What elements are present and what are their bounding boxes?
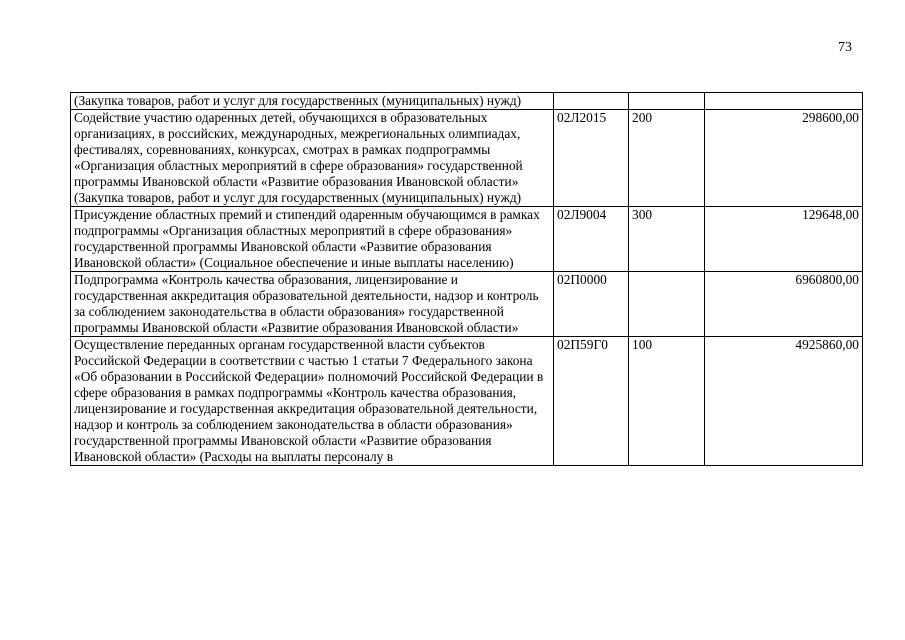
row-description: Осуществление переданных органам государственной власти субъектов Российской Федерации в соответствии с частью 1 статьи 7 Федерального закона «Об образовании в Российской Федерации» полномочий Российской Федерации в сфере образования в рамках подпрограммы «Контроль качества образования, лицензирование и государственная аккредитация образовательной деятельности, надзор и контроль за соблюдением законодательства в области образования» государственной программы Ивановской области «Развитие образования Ивановской области» (Расходы на выплаты персоналу в xyxy=(71,337,554,466)
row-target-code: 02П0000 xyxy=(554,272,629,337)
row-description: Подпрограмма «Контроль качества образования, лицензирование и государственная аккредитация образовательной деятельности, надзор и контроль за соблюдением законодательства в области образования» государственной программы Ивановской области «Развитие образования Ивановской области» xyxy=(71,272,554,337)
row-target-code: 02П59Г0 xyxy=(554,337,629,466)
row-amount: 6960800,00 xyxy=(705,272,863,337)
row-amount xyxy=(705,93,863,110)
row-target-code: 02Л2015 xyxy=(554,110,629,207)
table-row xyxy=(71,207,863,272)
row-description: (Закупка товаров, работ и услуг для государственных (муниципальных) нужд) xyxy=(71,93,554,110)
row-amount: 298600,00 xyxy=(705,110,863,207)
row-amount: 4925860,00 xyxy=(705,337,863,466)
table-row xyxy=(71,272,863,337)
table-row xyxy=(71,93,863,110)
row-expense-type xyxy=(629,93,705,110)
row-expense-type: 100 xyxy=(629,337,705,466)
row-expense-type: 300 xyxy=(629,207,705,272)
row-target-code xyxy=(554,93,629,110)
row-amount: 129648,00 xyxy=(705,207,863,272)
page-number: 73 xyxy=(838,40,852,55)
row-description: Присуждение областных премий и стипендий одаренным обучающимся в рамках подпрограммы «Организация областных мероприятий в сфере образования» государственной программы Ивановской области «Развитие образования Ивановской области» (Социальное обеспечение и иные выплаты населению) xyxy=(71,207,554,272)
table-row xyxy=(71,337,863,466)
table-row xyxy=(71,110,863,207)
row-target-code: 02Л9004 xyxy=(554,207,629,272)
row-description: Содействие участию одаренных детей, обучающихся в образовательных организациях, в российских, международных, межрегиональных олимпиадах, фестивалях, соревнованиях, конкурсах, смотрах в рамках подпрограммы «Организация областных мероприятий в сфере образования» государственной программы Ивановской области «Развитие образования Ивановской области» (Закупка товаров, работ и услуг для государственных (муниципальных) нужд) xyxy=(71,110,554,207)
row-expense-type xyxy=(629,272,705,337)
budget-table xyxy=(70,92,863,466)
row-expense-type: 200 xyxy=(629,110,705,207)
